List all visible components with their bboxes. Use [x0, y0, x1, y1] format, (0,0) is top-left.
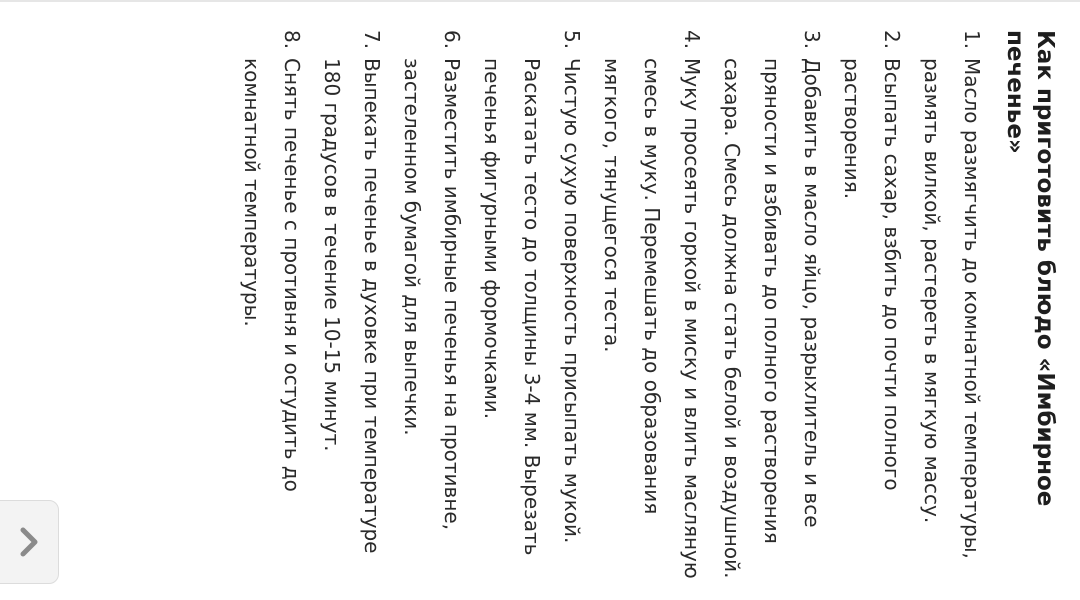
step-text: Масло размягчить до комнатной температуры, размять вилкой, растереть в мягкую массу. — [920, 58, 984, 559]
recipe-steps — [232, 30, 992, 585]
step-text: Добавить в масло яйцо, разрыхлитель и все пряности и взбивать до полного растворения сахара. Смесь должна стать белой и воздушной. — [720, 58, 824, 579]
step-number: 7. — [360, 30, 384, 50]
step-number: 4. — [680, 30, 704, 50]
step-number: 6. — [440, 30, 464, 50]
recipe-step-7 — [312, 30, 392, 585]
step-text: Всыпать сахар, взбить до почти полного растворения. — [840, 58, 904, 491]
step-text: Выпекать печенье в духовке при температуре 180 градусов в течение 10-15 минут. — [320, 58, 384, 554]
step-number: 2. — [880, 30, 904, 50]
recipe-title: Как приготовить блюдо «Имбирное печенье» — [1002, 30, 1058, 507]
step-number: 5. — [560, 30, 584, 50]
step-number: 3. — [800, 30, 824, 50]
step-text: Разместить имбирные печенья на противне, застеленном бумагой для выпечки. — [400, 58, 464, 531]
step-text: Муку просеять горкой в миску и влить масляную смесь в муку. Перемешать до образования мягкого, тянущегося теста. — [600, 58, 704, 579]
recipe-step-4 — [592, 30, 712, 585]
step-number: 1. — [960, 30, 984, 50]
step-text: Снять печенье с противня и остудить до комнатной температуры. — [240, 58, 304, 492]
next-page-button[interactable] — [0, 500, 59, 584]
recipe-step-2 — [832, 30, 912, 585]
recipe-step-5 — [472, 30, 592, 585]
chevron-right-icon — [15, 525, 43, 559]
step-text: Чистую сухую поверхность присыпать мукой. Раскатать тесто до толщины 3-4 мм. Вырезать печенья фигурными формочками. — [480, 58, 584, 556]
recipe-step-8 — [232, 30, 312, 585]
recipe-step-6 — [392, 30, 472, 585]
recipe-step-3 — [712, 30, 832, 585]
recipe-article — [232, 30, 1060, 585]
step-number: 8. — [280, 30, 304, 50]
recipe-step-1 — [912, 30, 992, 585]
